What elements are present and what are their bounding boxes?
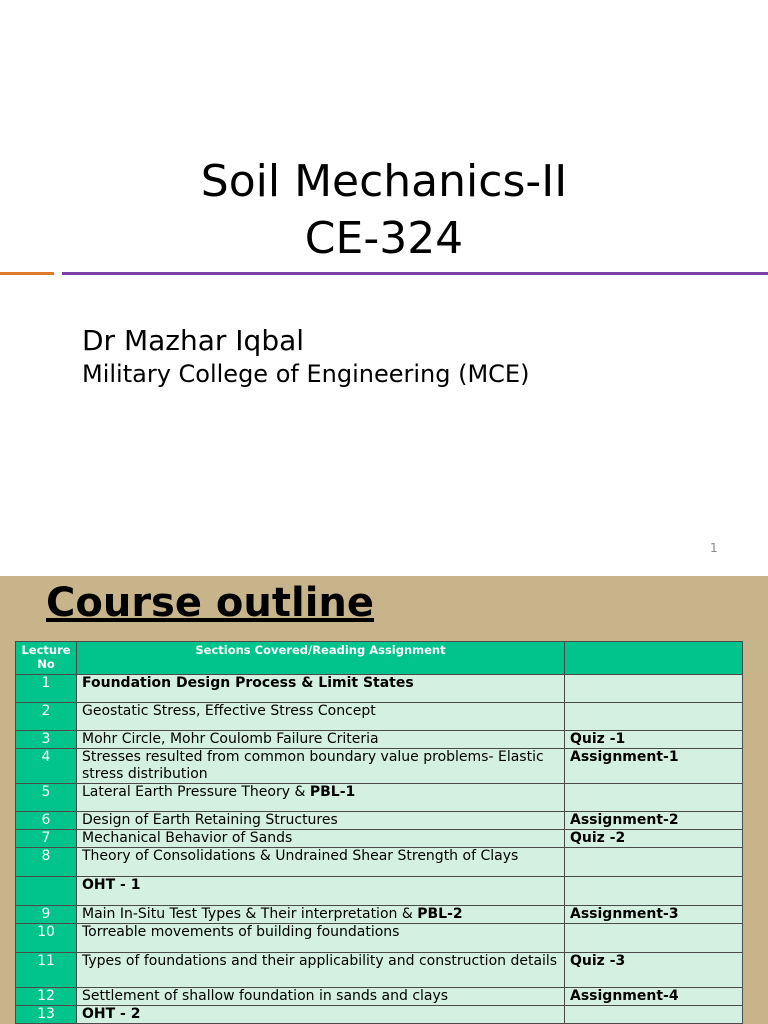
activity-cell xyxy=(565,703,743,731)
activity-cell xyxy=(565,924,743,953)
table-row xyxy=(16,848,743,877)
table-row xyxy=(16,877,743,906)
activity-cell xyxy=(565,1006,743,1024)
header-activity xyxy=(565,642,743,675)
page-number: 1 xyxy=(710,541,718,555)
lecture-number xyxy=(16,877,77,906)
activity-cell xyxy=(565,877,743,906)
institution-name: Military College of Engineering (MCE) xyxy=(82,360,530,388)
table-row xyxy=(16,924,743,953)
activity-cell: Assignment-1 xyxy=(565,749,743,784)
section-text-bold: OHT - 1 xyxy=(82,877,141,893)
activity-cell: Quiz -2 xyxy=(565,830,743,848)
section-text: Torreable movements of building foundations xyxy=(82,924,400,940)
lecture-number: 13 xyxy=(16,1006,77,1024)
table-row xyxy=(16,675,743,703)
section-text: Geostatic Stress, Effective Stress Concept xyxy=(82,703,376,719)
outline-title: Course outline xyxy=(46,580,375,626)
activity-cell: Assignment-4 xyxy=(565,988,743,1006)
table-row xyxy=(16,953,743,988)
lecture-number: 1 xyxy=(16,675,77,703)
table-row xyxy=(16,812,743,830)
section-text: Settlement of shallow foundation in sands and clays xyxy=(82,988,449,1004)
table-header-row xyxy=(16,642,743,675)
section-cell xyxy=(77,953,565,988)
author-name: Dr Mazhar Iqbal xyxy=(82,324,305,357)
lecture-number: 7 xyxy=(16,830,77,848)
divider-accent-purple xyxy=(62,272,768,275)
course-title: Soil Mechanics-II xyxy=(200,156,568,207)
table-row xyxy=(16,784,743,812)
lecture-number: 4 xyxy=(16,749,77,784)
section-text: Stresses resulted from common boundary value problems- Elastic stress distribution xyxy=(82,749,544,782)
section-text: Types of foundations and their applicability and construction details xyxy=(82,953,558,969)
section-cell xyxy=(77,749,565,784)
lecture-number: 10 xyxy=(16,924,77,953)
lecture-number: 12 xyxy=(16,988,77,1006)
section-text: Main In-Situ Test Types & Their interpretation & xyxy=(82,906,418,922)
activity-cell: Quiz -3 xyxy=(565,953,743,988)
section-text: Lateral Earth Pressure Theory & xyxy=(82,784,310,800)
lecture-number: 2 xyxy=(16,703,77,731)
section-cell xyxy=(77,848,565,877)
header-sections: Sections Covered/Reading Assignment xyxy=(77,642,565,675)
activity-cell: Assignment-2 xyxy=(565,812,743,830)
section-cell xyxy=(77,812,565,830)
course-outline-table xyxy=(15,641,743,1024)
activity-cell xyxy=(565,784,743,812)
activity-cell: Quiz -1 xyxy=(565,731,743,749)
section-text: Theory of Consolidations & Undrained Shear Strength of Clays xyxy=(82,848,519,864)
lecture-number: 11 xyxy=(16,953,77,988)
section-text: Mohr Circle, Mohr Coulomb Failure Criteria xyxy=(82,731,379,747)
lecture-number: 5 xyxy=(16,784,77,812)
section-cell xyxy=(77,731,565,749)
section-text-bold: PBL-1 xyxy=(309,784,356,800)
table-row xyxy=(16,1006,743,1024)
table-row xyxy=(16,731,743,749)
section-cell xyxy=(77,830,565,848)
section-cell xyxy=(77,877,565,906)
section-cell xyxy=(77,988,565,1006)
table-row xyxy=(16,703,743,731)
lecture-number: 9 xyxy=(16,906,77,924)
section-cell xyxy=(77,1006,565,1024)
section-text-bold: Foundation Design Process & Limit States xyxy=(82,675,414,691)
section-cell xyxy=(77,906,565,924)
section-text-bold: OHT - 2 xyxy=(82,1006,141,1022)
section-cell xyxy=(77,703,565,731)
section-text: Design of Earth Retaining Structures xyxy=(82,812,338,828)
header-lecture-no: Lecture No xyxy=(16,642,77,675)
table-row xyxy=(16,988,743,1006)
lecture-number: 6 xyxy=(16,812,77,830)
section-cell xyxy=(77,675,565,703)
activity-cell: Assignment-3 xyxy=(565,906,743,924)
section-text: Mechanical Behavior of Sands xyxy=(82,830,293,846)
lecture-number: 3 xyxy=(16,731,77,749)
course-code: CE-324 xyxy=(304,213,464,264)
section-cell xyxy=(77,924,565,953)
section-cell xyxy=(77,784,565,812)
activity-cell xyxy=(565,848,743,877)
table-row xyxy=(16,830,743,848)
section-text-bold: PBL-2 xyxy=(417,906,463,922)
divider-accent-orange xyxy=(0,272,54,275)
table-row xyxy=(16,749,743,784)
activity-cell xyxy=(565,675,743,703)
table-row xyxy=(16,906,743,924)
lecture-number: 8 xyxy=(16,848,77,877)
course-outline-slide xyxy=(0,576,768,1024)
